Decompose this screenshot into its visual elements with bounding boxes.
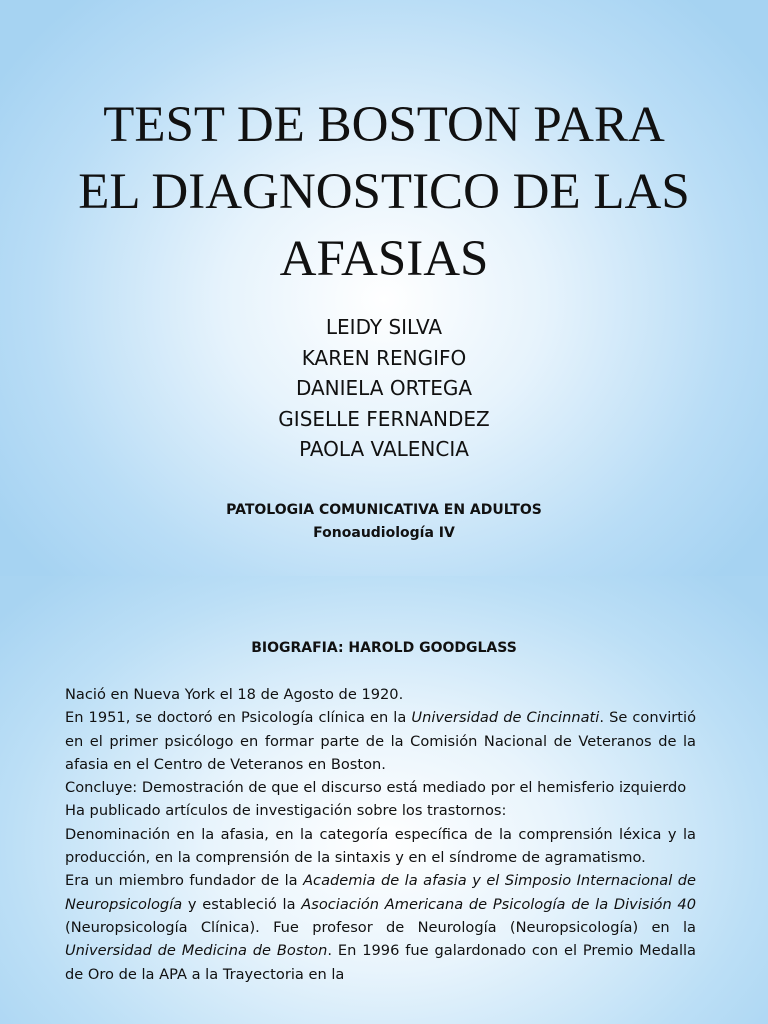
bio-text: Era un miembro fundador de la (65, 872, 304, 890)
bio-text: (Neuropsicología Clínica). Fue profesor de Neurología (Neuropsicología) en la (65, 918, 696, 936)
bio-text: y estableció la (182, 895, 302, 913)
author-name: LEIDY SILVA (325, 315, 443, 339)
title-line: TEST DE BOSTON PARA (103, 97, 665, 153)
bio-paragraph: Ha publicado artículos de investigación sobre los trastornos: (65, 802, 507, 820)
bio-emphasis: Asociación Americana de Psicología de la División 40 (301, 895, 696, 913)
author-name: PAOLA VALENCIA (299, 437, 469, 461)
author-list (0, 312, 768, 465)
bio-paragraph: Concluye: Demostración de que el discurso está mediado por el hemisferio izquierdo (65, 779, 687, 797)
biography-body (65, 683, 696, 986)
presentation-title (60, 92, 708, 293)
bio-paragraph: Denominación en la afasia, en la categoría específica de la comprensión léxica y la producción, en la comprensión de la sintaxis y en el síndrome de agramatismo. (65, 825, 696, 867)
author-name: KAREN RENGIFO (301, 345, 467, 370)
title-line: EL DIAGNOSTICO DE LAS (78, 164, 690, 220)
bio-paragraph (65, 706, 696, 776)
bio-text: . En 1996 fue galardonado con el Premio Medalla de Oro de la APA a la Trayectoria en la (65, 942, 696, 983)
author-name: DANIELA ORTEGA (295, 376, 473, 400)
course-info (0, 499, 768, 545)
bio-paragraph: Nació en Nueva York el 18 de Agosto de 1920. (65, 686, 404, 703)
biography-heading: BIOGRAFIA: HAROLD GOODGLASS (251, 640, 517, 656)
author-name: GISELLE FERNANDEZ (278, 406, 490, 431)
title-line: AFASIAS (279, 231, 489, 287)
subject-name: Fonoaudiología IV (313, 525, 455, 541)
bio-text: En 1951, se doctoró en Psicología clínica en la (65, 709, 412, 727)
bio-paragraph (65, 869, 696, 985)
course-name: PATOLOGIA COMUNICATIVA EN ADULTOS (226, 502, 542, 518)
slide-biography (0, 576, 768, 1024)
bio-emphasis: Universidad de Medicina de Boston (65, 942, 328, 960)
bio-text: . Se convirtió en el primer psicólogo en formar parte de la Comisión Nacional de Veteranos de la afasia en el Centro de Veteranos en Boston. (65, 709, 697, 773)
bio-emphasis: Universidad de Cincinnati (411, 709, 600, 727)
bio-emphasis: Academia de la afasia y el Simposio Internacional de Neuropsicología (65, 872, 697, 913)
